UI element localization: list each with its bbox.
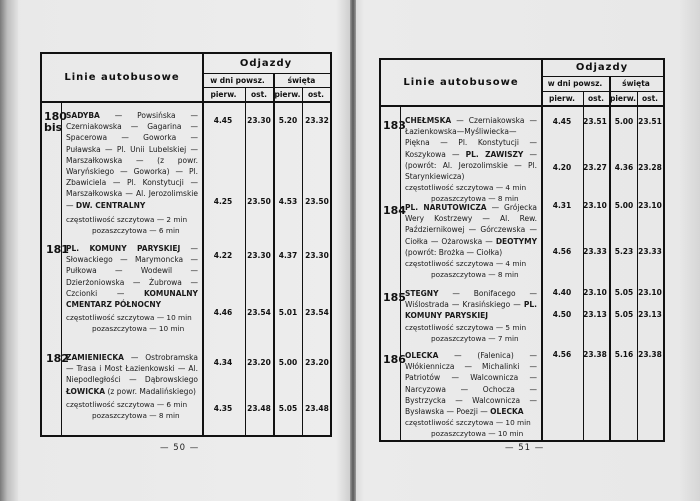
route-number: 185: [383, 291, 406, 304]
frequency-offpeak: pozaszczytowa — 10 min: [92, 324, 185, 334]
time-cell: 23.30: [247, 116, 271, 125]
route-number: 182: [46, 352, 69, 365]
time-cell: 23.48: [305, 404, 329, 413]
time-cell: 23.28: [638, 163, 662, 172]
column-title: Linie autobusowe: [403, 77, 519, 88]
time-cell: 23.33: [583, 247, 607, 256]
route-description: [405, 115, 537, 205]
frequency-peak: częstotliwość szczytowa — 4 min: [405, 183, 527, 193]
route-start: ZAMIENIECKA: [66, 353, 124, 362]
time-cell: 4.56: [552, 247, 572, 256]
holidays-header: święta: [287, 76, 316, 85]
route-stops: — Powsińska — Czerniakowska — Gagarina — Spacerowa — Goworka — Puławska — Pl. Unii Lubelskiej — Marszałkowska — (z powr. Waryńskiego — Goworka) — Pl. Zbawiciela — Pl. Konstytucji — Marszałkowska — Al. Jerozolimskie —: [66, 111, 198, 210]
time-cell: 5.05: [278, 404, 298, 413]
time-cell: 4.45: [213, 116, 233, 125]
timetable-right: [379, 58, 665, 442]
time-cell: 23.50: [247, 197, 271, 206]
time-cell: 5.05: [614, 310, 634, 319]
weekday-last-header: ost.: [587, 94, 605, 103]
route-description: [66, 110, 198, 236]
time-cell: 5.00: [278, 358, 298, 367]
frequency-peak: częstotliwość szczytowa — 5 min: [405, 322, 527, 332]
time-cell: 4.34: [213, 358, 233, 367]
time-cell: 23.38: [638, 350, 662, 359]
frequency-offpeak: pozaszczytowa — 6 min: [92, 226, 180, 236]
time-cell: 23.51: [638, 117, 662, 126]
time-cell: 23.10: [638, 201, 662, 210]
route-number: 183: [383, 119, 406, 132]
time-cell: 5.05: [614, 288, 634, 297]
time-cell: 23.13: [583, 310, 607, 319]
page-51: [355, 0, 700, 501]
frequency-offpeak: pozaszczytowa — 7 min: [431, 333, 519, 343]
time-cell: 4.37: [278, 251, 298, 260]
route-description: [66, 243, 198, 335]
timetable-left: [40, 52, 332, 437]
weekdays-header: w dni powsz.: [210, 76, 265, 85]
time-cell: 4.25: [213, 197, 233, 206]
frequency-offpeak: pozaszczytowa — 8 min: [431, 194, 519, 204]
holiday-last-header: ost.: [641, 94, 659, 103]
route-end: OLECKA: [490, 407, 524, 417]
time-cell: 5.20: [278, 116, 298, 125]
holidays-header: święta: [622, 79, 650, 88]
frequency-offpeak: pozaszczytowa — 8 min: [431, 270, 519, 280]
route-start: PL. KOMUNY PARYSKIEJ: [66, 244, 181, 253]
departures-header: Odjazdy: [239, 58, 293, 69]
time-cell: 4.36: [614, 163, 634, 172]
weekdays-header: w dni powsz.: [547, 79, 603, 88]
route-stops: — Czerniakowska — Łazienkowska—Myśliwiecka—Piękna — Pl. Konstytucji — Koszykowa —: [405, 116, 537, 159]
time-cell: 4.46: [213, 308, 233, 317]
time-cell: 23.54: [247, 308, 271, 317]
time-cell: 5.00: [614, 117, 634, 126]
route-tail: — (powrót: Al. Jerozolimskie — Pl. Starynkiewicza): [405, 149, 537, 182]
route-description: [405, 202, 537, 280]
time-cell: 4.53: [278, 197, 298, 206]
route-end: DEOTYMY: [495, 236, 537, 246]
time-cell: 23.20: [305, 358, 329, 367]
route-start: PL. NARUTOWICZA: [405, 203, 487, 212]
route-number: 186: [383, 353, 406, 366]
column-title: Linie autobusowe: [64, 72, 180, 83]
time-cell: 5.00: [614, 201, 634, 210]
page-number: — 50 —: [160, 443, 200, 453]
route-stops: — (Falenica) — Włókiennicza — Michalinki — Patriotów — Walcownicza — Narcyzowa — Ochocza — Bystrzycka — Walcownicza — Bysławska — Poezji —: [405, 351, 537, 417]
route-start: STEGNY: [405, 289, 439, 298]
time-cell: 5.01: [278, 308, 298, 317]
route-start: SADYBA: [66, 111, 100, 120]
frequency-peak: częstotliwość szczytowa — 10 min: [405, 418, 531, 428]
holiday-last-header: ost.: [307, 90, 325, 99]
time-cell: 23.20: [247, 358, 271, 367]
time-cell: 23.10: [638, 288, 662, 297]
time-cell: 23.50: [305, 197, 329, 206]
time-cell: 23.10: [583, 201, 607, 210]
weekday-first-header: pierw.: [210, 90, 237, 99]
time-cell: 23.48: [247, 404, 271, 413]
route-description: [405, 350, 537, 440]
time-cell: 23.27: [583, 163, 607, 172]
time-cell: 4.45: [552, 117, 572, 126]
route-start: OLECKA: [405, 351, 439, 360]
route-end: ŁOWICKA: [66, 386, 106, 396]
time-cell: 4.35: [213, 404, 233, 413]
route-stops: — Bonifacego — Wiślostrada — Krasińskiego —: [405, 289, 537, 310]
frequency-peak: częstotliwość szczytowa — 6 min: [66, 399, 188, 409]
frequency-offpeak: pozaszczytowa — 10 min: [431, 429, 524, 439]
frequency-peak: częstotliwość szczytowa — 2 min: [66, 214, 188, 224]
holiday-first-header: pierw.: [609, 94, 637, 103]
time-cell: 23.13: [638, 310, 662, 319]
time-cell: 23.30: [247, 251, 271, 260]
time-cell: 23.33: [638, 247, 662, 256]
holiday-first-header: pierw.: [274, 90, 301, 99]
time-cell: 23.38: [583, 350, 607, 359]
frequency-offpeak: pozaszczytowa — 8 min: [92, 411, 180, 421]
route-tail: (z powr. Madalińskiego): [105, 386, 196, 396]
weekday-last-header: ost.: [250, 90, 268, 99]
route-end: PL. KOMUNY PARYSKIEJ: [405, 300, 537, 321]
time-cell: 23.54: [305, 308, 329, 317]
route-tail: (powrót: Brożka — Ciołka): [405, 247, 503, 257]
route-stops: — Ostrobramska — Trasa i Most Łazienkowski — Al. Niepodległości — Dąbrowskiego: [66, 353, 198, 385]
route-description: [405, 288, 537, 344]
time-cell: 23.32: [305, 116, 329, 125]
route-end: DW. CENTRALNY: [75, 200, 146, 210]
route-stops: — Grójecka Wery Kostrzewy — Al. Rew. Październikowej — Górczewska — Ciołka — Ożarowska —: [405, 203, 538, 246]
weekday-first-header: pierw.: [548, 94, 576, 103]
time-cell: 5.23: [614, 247, 634, 256]
route-number: 184: [383, 204, 406, 217]
time-cell: 4.22: [213, 251, 233, 260]
departures-header: Odjazdy: [575, 62, 629, 73]
frequency-peak: częstotliwość szczytowa — 10 min: [66, 313, 192, 323]
route-description: [66, 352, 198, 421]
page-number: — 51 —: [505, 443, 545, 453]
frequency-peak: częstotliwość szczytowa — 4 min: [405, 259, 527, 269]
time-cell: 5.16: [614, 350, 634, 359]
route-end: PL. ZAWISZY: [465, 149, 524, 159]
route-start: CHEŁMSKA: [405, 116, 452, 125]
time-cell: 23.30: [305, 251, 329, 260]
time-cell: 4.20: [552, 163, 572, 172]
time-cell: 23.10: [583, 288, 607, 297]
route-end: KOMUNALNY CMENTARZ PÓŁNOCNY: [66, 288, 198, 310]
time-cell: 4.50: [552, 310, 572, 319]
route-number: 180 bis: [44, 110, 67, 134]
time-cell: 4.56: [552, 350, 572, 359]
time-cell: 23.51: [583, 117, 607, 126]
route-stops: — Słowackiego — Marymoncka — Pułkowa — Wodewil — Dzierżoniowska — Żubrowa — Czcionki —: [66, 244, 198, 298]
time-cell: 4.40: [552, 288, 572, 297]
route-number: 181: [46, 243, 69, 256]
time-cell: 4.31: [552, 201, 572, 210]
